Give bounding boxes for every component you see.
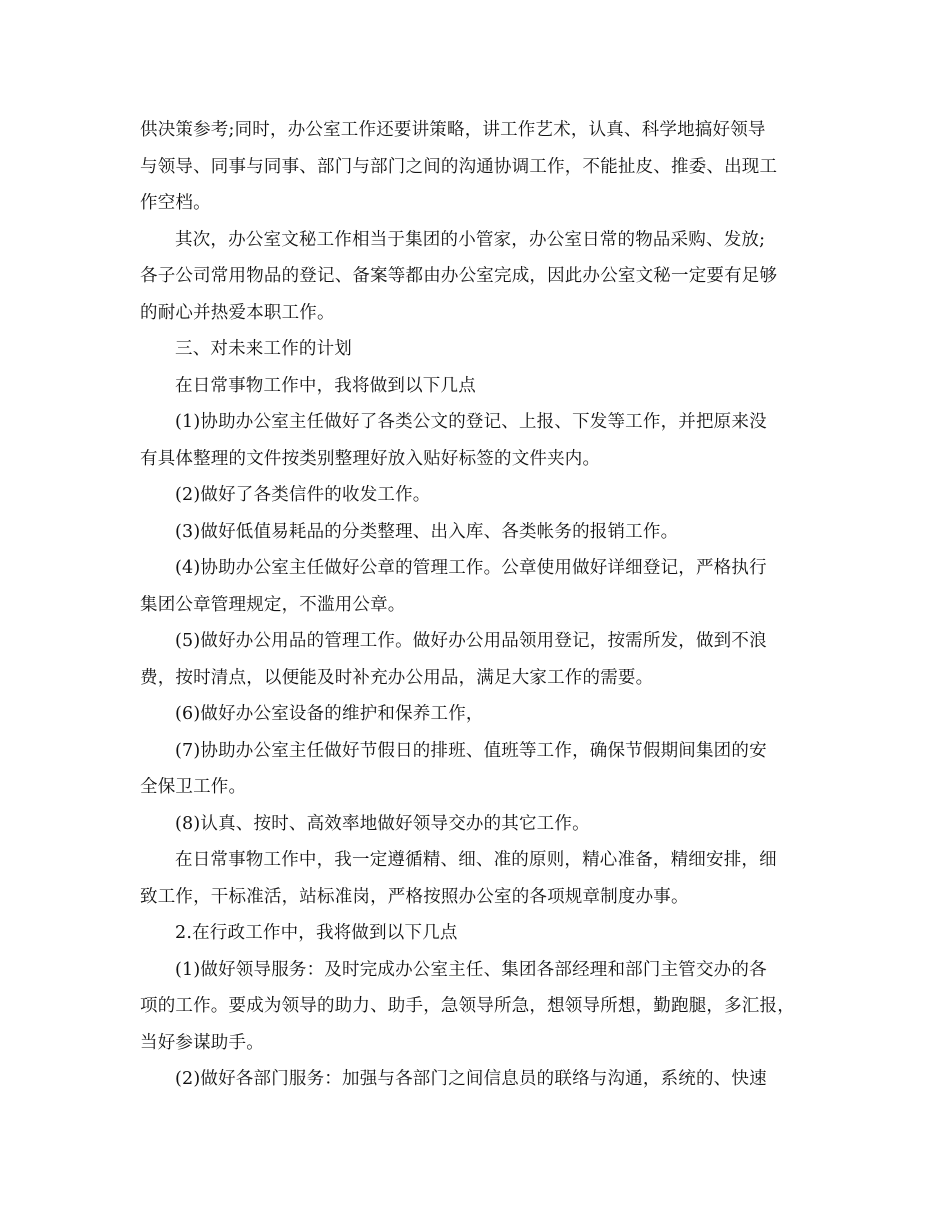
paragraph-line: (5)做好办公用品的管理工作。做好办公用品领用登记，按需所发，做到不浪 [175, 631, 767, 651]
paragraph-line: 有具体整理的文件按类别整理好放入贴好标签的文件夹内。 [140, 448, 601, 469]
paragraph-line: (4)协助办公室主任做好公章的管理工作。公章使用做好详细登记，严格执行 [175, 558, 767, 578]
paragraph-line: 与领导、同事与同事、部门与部门之间的沟通协调工作，不能扯皮、推委、出现工 [140, 156, 778, 177]
paragraph-line: 2.在行政工作中，我将做到以下几点 [175, 923, 458, 943]
paragraph-line: 各子公司常用物品的登记、备案等都由办公室完成，因此办公室文秘一定要有足够 [140, 266, 778, 286]
paragraph-line: 费，按时清点，以便能及时补充办公用品，满足大家工作的需要。 [140, 667, 654, 688]
paragraph-line: 在日常事物工作中，我将做到以下几点 [175, 375, 476, 396]
paragraph-line: 三、对未来工作的计划 [175, 339, 352, 359]
paragraph-line: (7)协助办公室主任做好节假日的排班、值班等工作，确保节假期间集团的安 [175, 740, 767, 761]
paragraph-line: 其次，办公室文秘工作相当于集团的小管家，办公室日常的物品采购、发放; [175, 229, 766, 250]
paragraph-line: (6)做好办公室设备的维护和保养工作， [175, 704, 484, 724]
document-body [140, 112, 820, 1098]
paragraph-line: 项的工作。要成为领导的助力、助手，急领导所急，想领导所想，勤跑腿，多汇报， [140, 996, 795, 1016]
paragraph-line: (3)做好低值易耗品的分类整理、出入库、各类帐务的报销工作。 [175, 521, 679, 542]
paragraph-line: 集团公章管理规定，不滥用公章。 [140, 594, 406, 615]
paragraph-line: (8)认真、按时、高效率地做好领导交办的其它工作。 [175, 813, 590, 834]
paragraph-line: 供决策参考;同时，办公室工作还要讲策略，讲工作艺术，认真、科学地搞好领导 [140, 120, 766, 140]
paragraph-line: 全保卫工作。 [140, 777, 247, 797]
paragraph-line: 在日常事物工作中，我一定遵循精、细、准的原则，精心准备，精细安排，细 [175, 850, 777, 870]
paragraph-line: (2)做好各部门服务：加强与各部门之间信息员的联络与沟通，系统的、快速 [175, 1069, 767, 1089]
paragraph-line: 当好参谋助手。 [140, 1032, 264, 1053]
paragraph-line: (1)协助办公室主任做好了各类公文的登记、上报、下发等工作，并把原来没 [175, 412, 767, 432]
paragraph-line: (1)做好领导服务：及时完成办公室主任、集团各部经理和部门主管交办的各 [175, 959, 767, 980]
paragraph-line: (2)做好了各类信件的收发工作。 [175, 485, 431, 505]
paragraph-line: 作空档。 [140, 193, 211, 213]
paragraph-line: 的耐心并热爱本职工作。 [140, 302, 335, 323]
paragraph-line: 致工作，干标准活，站标准岗，严格按照办公室的各项规章制度办事。 [140, 886, 689, 907]
